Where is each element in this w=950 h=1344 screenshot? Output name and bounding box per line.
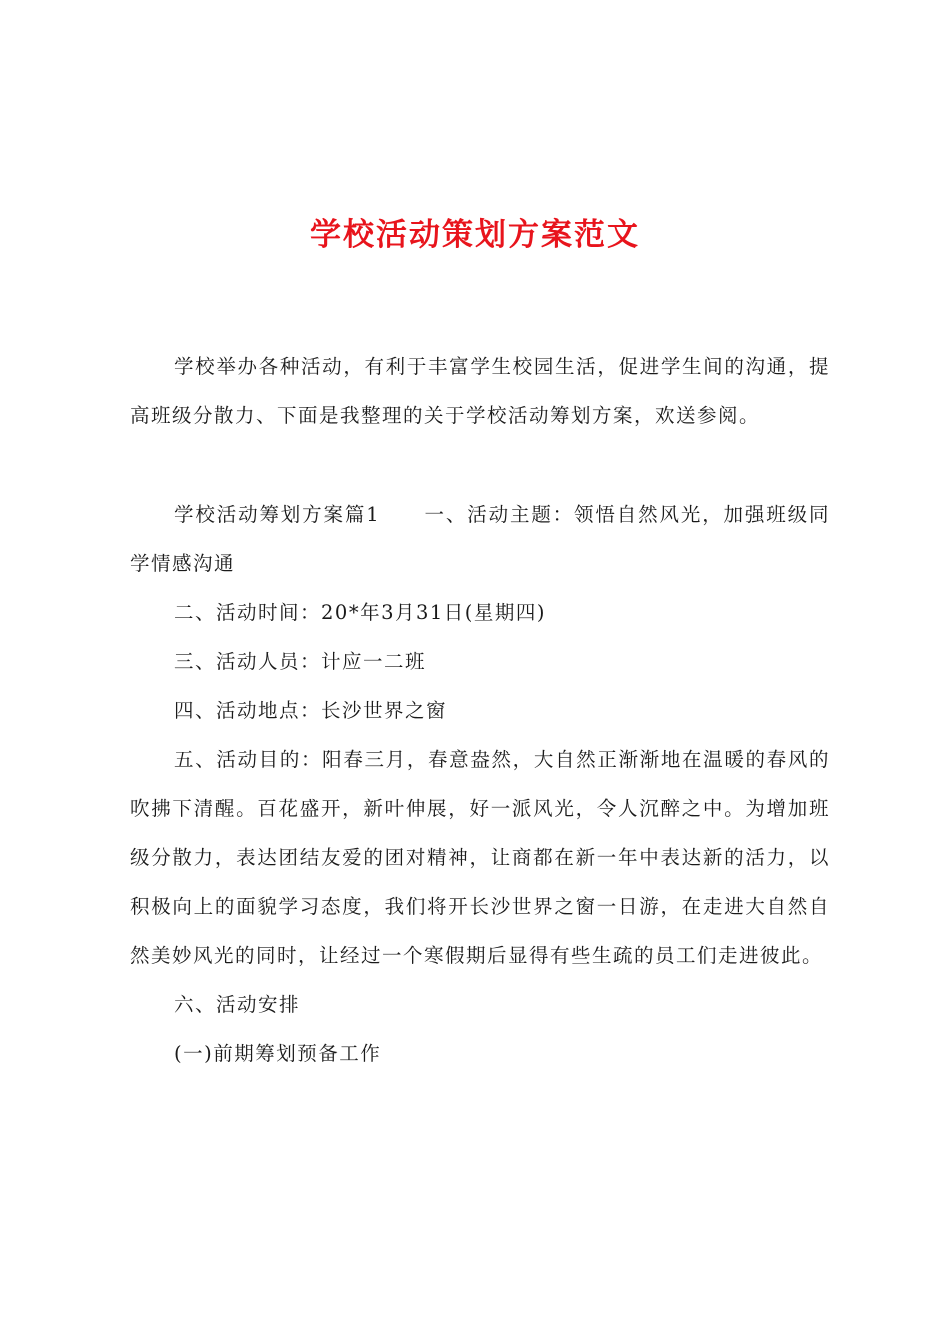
section-block: [130, 490, 830, 1078]
activity-arrangement: 六、活动安排: [174, 993, 301, 1016]
activity-people: 三、活动人员：计应一二班: [174, 650, 427, 673]
activity-preparation: (一)前期筹划预备工作: [174, 1042, 382, 1065]
section-heading: 学校活动筹划方案篇1: [174, 503, 381, 526]
activity-purpose: 五、活动目的：阳春三月，春意盎然，大自然正渐渐地在温暖的春风的吹拂下清醒。百花盛开，新叶伸展，好一派风光，令人沉醉之中。为增加班级分散力，表达团结友爱的团对精神，让商都在新一年中表达新的活力，以积极向上的面貌学习态度，我们将开长沙世界之窗一日游，在走进大自然自然美妙风光的同时，让经过一个寒假期后显得有些生疏的员工们走进彼此。: [130, 748, 830, 967]
section-paragraph: [130, 490, 830, 588]
document-body: [130, 342, 830, 440]
activity-place: 四、活动地点：长沙世界之窗: [174, 699, 448, 722]
activity-time: 二、活动时间：20*年3月31日(星期四): [174, 601, 546, 624]
document-title: 学校活动策划方案范文: [310, 217, 640, 253]
activity-theme: 一、活动主题：领悟自然风光，加强班级同学情感沟通: [130, 503, 830, 575]
intro-paragraph: 学校举办各种活动，有利于丰富学生校园生活，促进学生间的沟通，提高班级分散力、下面是我整理的关于学校活动筹划方案，欢送参阅。: [130, 355, 830, 427]
